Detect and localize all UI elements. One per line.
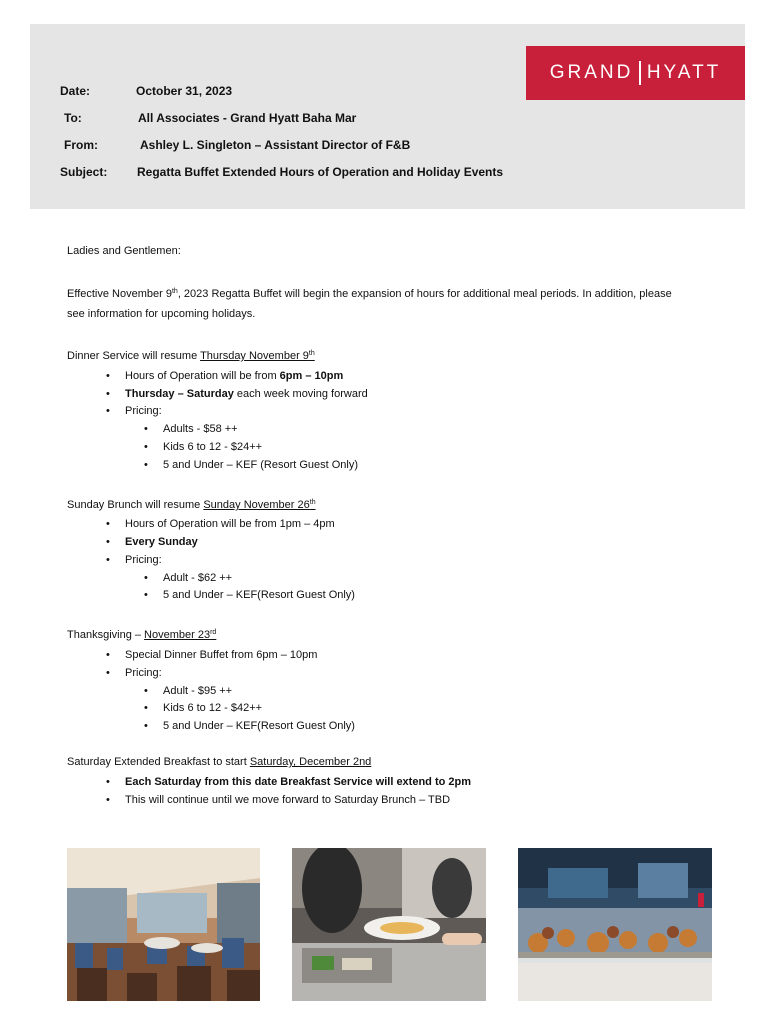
dinner-pricing-item: • Pricing: <box>106 405 162 417</box>
intro-line-1: Effective November 9th, 2023 Regatta Buffet will begin the expansion of hours for additional meal periods. In addition, please <box>67 288 672 300</box>
brunch-price-under5: • 5 and Under – KEF(Resort Guest Only) <box>144 589 355 601</box>
logo-word-grand: GRAND <box>549 62 634 84</box>
subject-label: Subject: <box>60 165 108 179</box>
date-value: October 31, 2023 <box>136 84 233 98</box>
brunch-price-adult: • Adult - $62 ++ <box>144 572 233 584</box>
dinner-price-adults: • Adults - $58 ++ <box>144 423 238 435</box>
brunch-hours-item: • Hours of Operation will be from 1pm – 4pm <box>106 518 335 530</box>
from-value: Ashley L. Singleton – Assistant Director of F&B <box>140 138 411 152</box>
restaurant-interior-photo <box>67 848 260 1001</box>
logo-divider <box>639 61 641 85</box>
logo-word-hyatt: HYATT <box>646 62 722 84</box>
thanksgiving-price-adult: • Adult - $95 ++ <box>144 685 233 697</box>
intro-line-2: see information for upcoming holidays. <box>67 308 256 320</box>
dinner-price-under5: • 5 and Under – KEF (Resort Guest Only) <box>144 459 359 471</box>
thanksgiving-special-item: • Special Dinner Buffet from 6pm – 10pm <box>106 649 318 661</box>
dessert-display-photo <box>518 848 712 1001</box>
thanksgiving-price-under5: • 5 and Under – KEF(Resort Guest Only) <box>144 720 355 732</box>
from-label: From: <box>64 138 98 152</box>
breakfast-item-1: • Each Saturday from this date Breakfast Service will extend to 2pm <box>106 776 472 788</box>
dinner-price-kids: • Kids 6 to 12 - $24++ <box>144 441 263 453</box>
dinner-hours-item: • Hours of Operation will be from 6pm – 10pm <box>106 370 344 382</box>
brunch-heading: Sunday Brunch will resume Sunday November 26th <box>67 499 316 511</box>
to-value: All Associates - Grand Hyatt Baha Mar <box>138 111 357 125</box>
to-label: To: <box>64 111 82 125</box>
thanksgiving-price-kids: • Kids 6 to 12 - $42++ <box>144 702 263 714</box>
brunch-every-item: • Every Sunday <box>106 536 198 548</box>
breakfast-item-2: • This will continue until we move forward to Saturday Brunch – TBD <box>106 794 451 806</box>
brunch-pricing-item: • Pricing: <box>106 554 162 566</box>
grand-hyatt-logo <box>526 46 745 100</box>
breakfast-heading: Saturday Extended Breakfast to start Saturday, December 2nd <box>67 756 372 768</box>
dinner-days-item: • Thursday – Saturday each week moving forward <box>106 388 368 400</box>
subject-value: Regatta Buffet Extended Hours of Operation and Holiday Events <box>137 165 504 179</box>
greeting: Ladies and Gentlemen: <box>67 245 181 257</box>
dinner-heading: Dinner Service will resume Thursday November 9th <box>67 350 315 362</box>
thanksgiving-heading: Thanksgiving – November 23rd <box>67 629 217 641</box>
thanksgiving-pricing-item: • Pricing: <box>106 667 162 679</box>
date-label: Date: <box>60 84 91 98</box>
buffet-service-photo <box>292 848 486 1001</box>
